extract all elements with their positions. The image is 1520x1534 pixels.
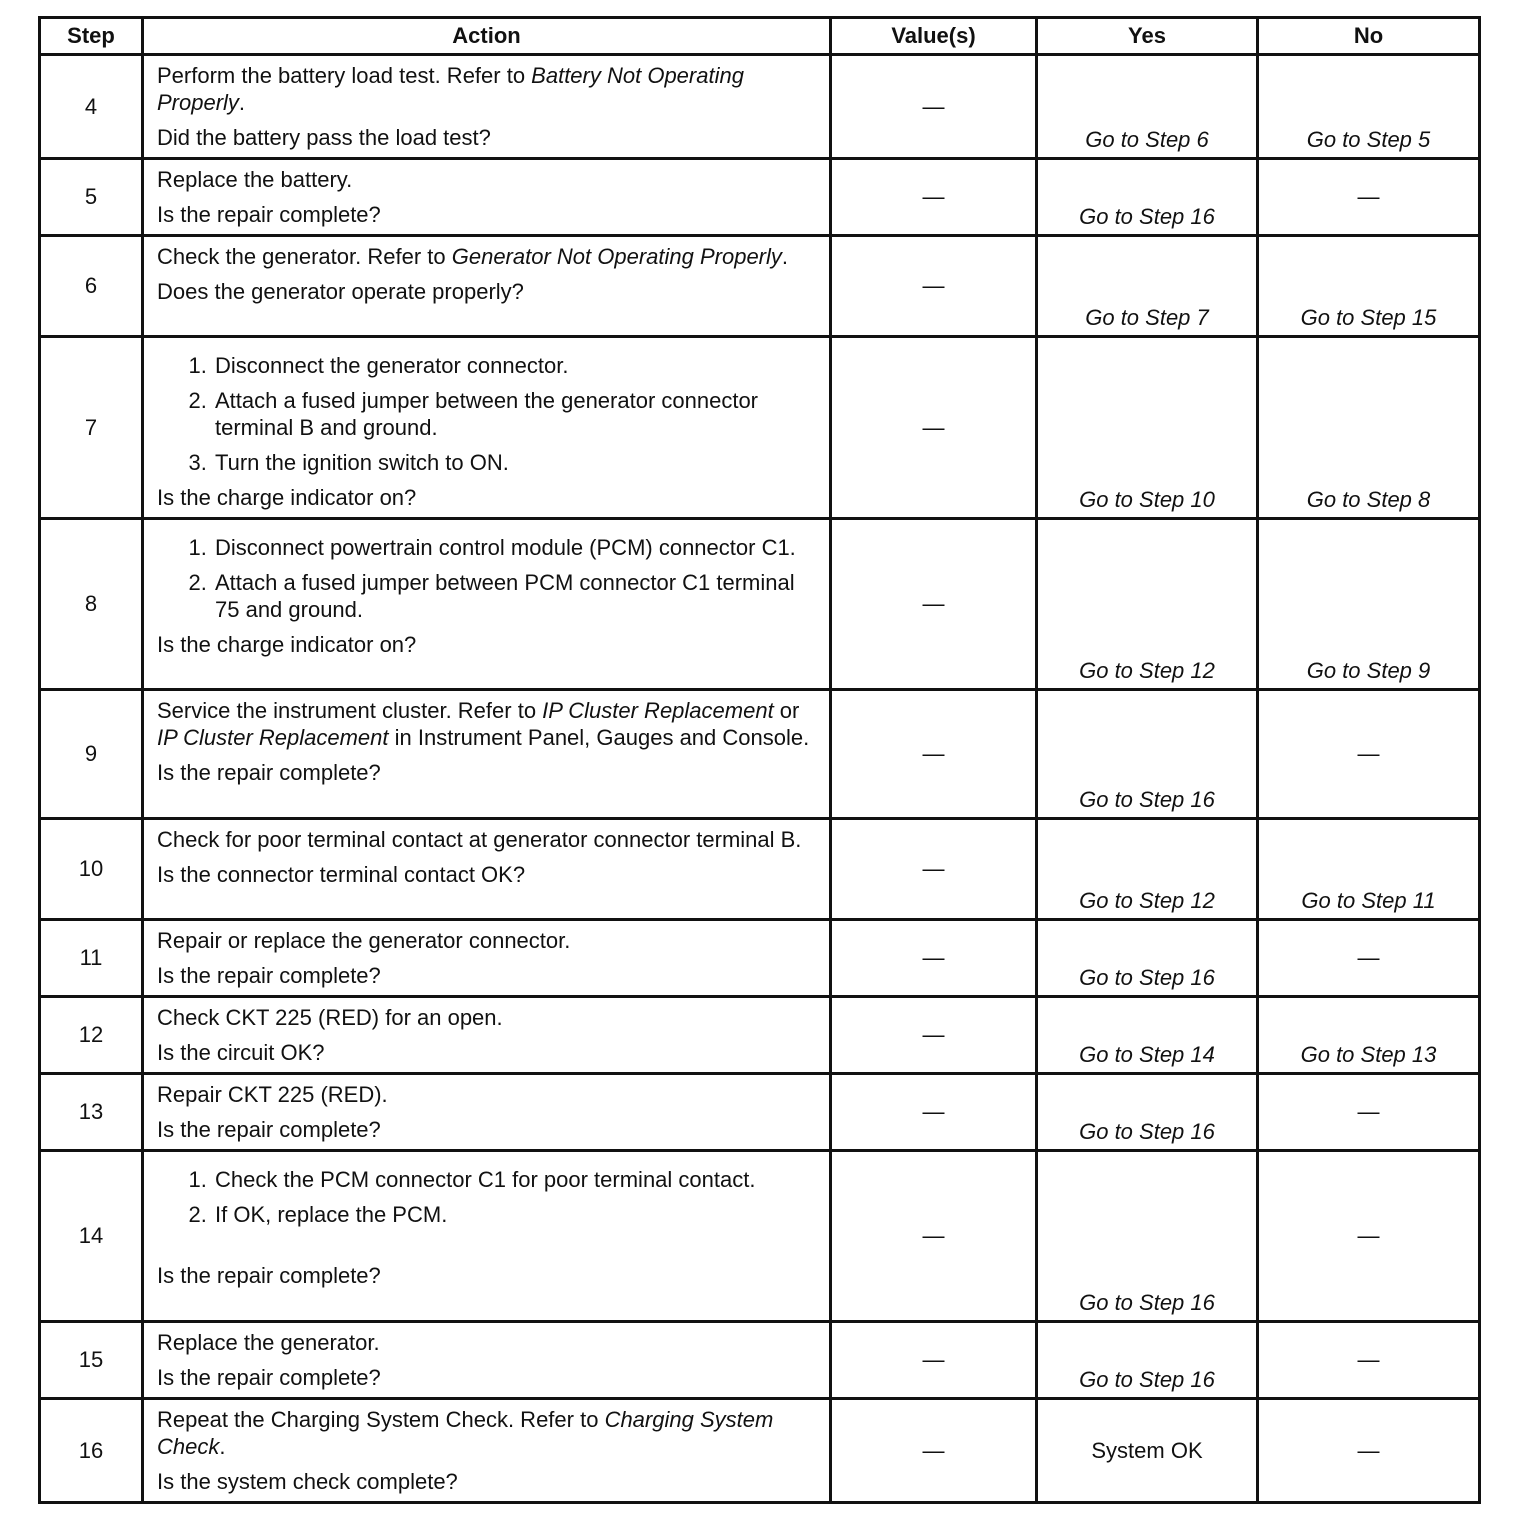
value-cell: — — [831, 236, 1037, 337]
list-item: 1. Disconnect powertrain control module (PCM) connector C1. — [213, 534, 821, 561]
yes-cell: Go to Step 12 — [1037, 519, 1258, 690]
no-cell: — — [1258, 159, 1480, 236]
action-question: Is the repair complete? — [157, 963, 381, 988]
action-cell — [143, 159, 831, 236]
list-item: 3. Turn the ignition switch to ON. — [213, 449, 821, 476]
action-question: Is the repair complete? — [157, 760, 381, 785]
action-question: Is the repair complete? — [157, 202, 381, 227]
table-row — [40, 1151, 1480, 1322]
no-cell: — — [1258, 1074, 1480, 1151]
table-row — [40, 519, 1480, 690]
step-number: 7 — [40, 337, 143, 519]
table-row — [40, 819, 1480, 920]
no-cell: Go to Step 13 — [1258, 997, 1480, 1074]
no-cell: — — [1258, 690, 1480, 819]
table-row — [40, 920, 1480, 997]
yes-cell: Go to Step 16 — [1037, 1074, 1258, 1151]
reference-link: Battery Not Operating Properly — [157, 63, 744, 115]
action-cell — [143, 920, 831, 997]
action-question: Did the battery pass the load test? — [157, 125, 491, 150]
action-text: Service the instrument cluster. Refer to IP Cluster Replacement or IP Cluster Replacement in Instrument Panel, Gauges and Console. — [157, 698, 810, 750]
action-cell — [143, 55, 831, 159]
yes-cell: Go to Step 12 — [1037, 819, 1258, 920]
list-item: 2. Attach a fused jumper between PCM connector C1 terminal 75 and ground. — [213, 569, 821, 623]
yes-cell: Go to Step 14 — [1037, 997, 1258, 1074]
action-text: Perform the battery load test. Refer to Battery Not Operating Properly. — [157, 63, 744, 115]
action-question: Is the system check complete? — [157, 1469, 458, 1494]
no-cell: Go to Step 9 — [1258, 519, 1480, 690]
list-item: 1. Disconnect the generator connector. — [213, 352, 821, 379]
action-cell — [143, 337, 831, 519]
action-question: Is the charge indicator on? — [157, 485, 417, 510]
no-cell: Go to Step 5 — [1258, 55, 1480, 159]
action-cell — [143, 519, 831, 690]
action-text: Check CKT 225 (RED) for an open. — [157, 1005, 503, 1030]
yes-cell: Go to Step 16 — [1037, 1322, 1258, 1399]
action-text: Check for poor terminal contact at generator connector terminal B. — [157, 827, 802, 852]
step-number: 11 — [40, 920, 143, 997]
no-cell: — — [1258, 920, 1480, 997]
no-cell: Go to Step 11 — [1258, 819, 1480, 920]
action-question: Is the repair complete? — [157, 1117, 381, 1142]
value-cell: — — [831, 519, 1037, 690]
action-text: Check the generator. Refer to Generator Not Operating Properly. — [157, 244, 789, 269]
step-number: 4 — [40, 55, 143, 159]
reference-link: Charging System Check — [157, 1407, 774, 1459]
table-row — [40, 236, 1480, 337]
action-cell — [143, 1074, 831, 1151]
action-cell — [143, 819, 831, 920]
step-number: 14 — [40, 1151, 143, 1322]
action-cell — [143, 690, 831, 819]
value-cell: — — [831, 1399, 1037, 1503]
diagnostic-table — [38, 16, 1481, 1504]
reference-link: Generator Not Operating Properly — [451, 244, 782, 269]
value-cell: — — [831, 1322, 1037, 1399]
value-cell: — — [831, 159, 1037, 236]
reference-link: IP Cluster Replacement — [157, 725, 389, 750]
step-number: 16 — [40, 1399, 143, 1503]
step-number: 9 — [40, 690, 143, 819]
no-cell: — — [1258, 1322, 1480, 1399]
action-text: Repair or replace the generator connector. — [157, 928, 571, 953]
action-steps-list — [157, 1166, 821, 1228]
table-row — [40, 690, 1480, 819]
reference-link: IP Cluster Replacement — [542, 698, 774, 723]
action-question: Is the connector terminal contact OK? — [157, 862, 526, 887]
no-cell: — — [1258, 1399, 1480, 1503]
action-cell — [143, 1399, 831, 1503]
action-steps-list — [157, 352, 821, 476]
yes-cell: Go to Step 16 — [1037, 159, 1258, 236]
value-cell: — — [831, 1151, 1037, 1322]
value-cell: — — [831, 55, 1037, 159]
value-cell: — — [831, 920, 1037, 997]
action-question: Is the charge indicator on? — [157, 632, 417, 657]
list-item: 2. Attach a fused jumper between the generator connector terminal B and ground. — [213, 387, 821, 441]
yes-cell: Go to Step 6 — [1037, 55, 1258, 159]
action-cell — [143, 997, 831, 1074]
action-text: Replace the battery. — [157, 167, 353, 192]
header-row — [40, 18, 1480, 55]
no-cell: — — [1258, 1151, 1480, 1322]
action-text: Replace the generator. — [157, 1330, 380, 1355]
table-row — [40, 159, 1480, 236]
header-step: Step — [40, 18, 143, 55]
header-yes: Yes — [1037, 18, 1258, 55]
action-question: Is the repair complete? — [157, 1263, 381, 1288]
list-item: 1. Check the PCM connector C1 for poor terminal contact. — [213, 1166, 821, 1193]
table-row — [40, 997, 1480, 1074]
yes-cell: Go to Step 16 — [1037, 690, 1258, 819]
yes-cell: Go to Step 16 — [1037, 920, 1258, 997]
table-row — [40, 1074, 1480, 1151]
header-action: Action — [143, 18, 831, 55]
step-number: 15 — [40, 1322, 143, 1399]
value-cell: — — [831, 690, 1037, 819]
value-cell: — — [831, 997, 1037, 1074]
action-steps-list — [157, 534, 821, 623]
step-number: 10 — [40, 819, 143, 920]
table-row — [40, 1399, 1480, 1503]
no-cell: Go to Step 15 — [1258, 236, 1480, 337]
yes-cell: Go to Step 16 — [1037, 1151, 1258, 1322]
step-number: 12 — [40, 997, 143, 1074]
yes-cell: Go to Step 10 — [1037, 337, 1258, 519]
action-question: Is the repair complete? — [157, 1365, 381, 1390]
value-cell: — — [831, 337, 1037, 519]
step-number: 6 — [40, 236, 143, 337]
yes-cell: System OK — [1037, 1399, 1258, 1503]
value-cell: — — [831, 819, 1037, 920]
yes-cell: Go to Step 7 — [1037, 236, 1258, 337]
action-cell — [143, 236, 831, 337]
table-row — [40, 1322, 1480, 1399]
table-row — [40, 55, 1480, 159]
header-no: No — [1258, 18, 1480, 55]
table-row — [40, 337, 1480, 519]
action-question: Does the generator operate properly? — [157, 279, 524, 304]
action-cell — [143, 1322, 831, 1399]
step-number: 13 — [40, 1074, 143, 1151]
list-item: 2. If OK, replace the PCM. — [213, 1201, 821, 1228]
action-question: Is the circuit OK? — [157, 1040, 325, 1065]
no-cell: Go to Step 8 — [1258, 337, 1480, 519]
step-number: 8 — [40, 519, 143, 690]
action-text: Repair CKT 225 (RED). — [157, 1082, 388, 1107]
value-cell: — — [831, 1074, 1037, 1151]
step-number: 5 — [40, 159, 143, 236]
header-values: Value(s) — [831, 18, 1037, 55]
action-cell — [143, 1151, 831, 1322]
action-text: Repeat the Charging System Check. Refer to Charging System Check. — [157, 1407, 774, 1459]
